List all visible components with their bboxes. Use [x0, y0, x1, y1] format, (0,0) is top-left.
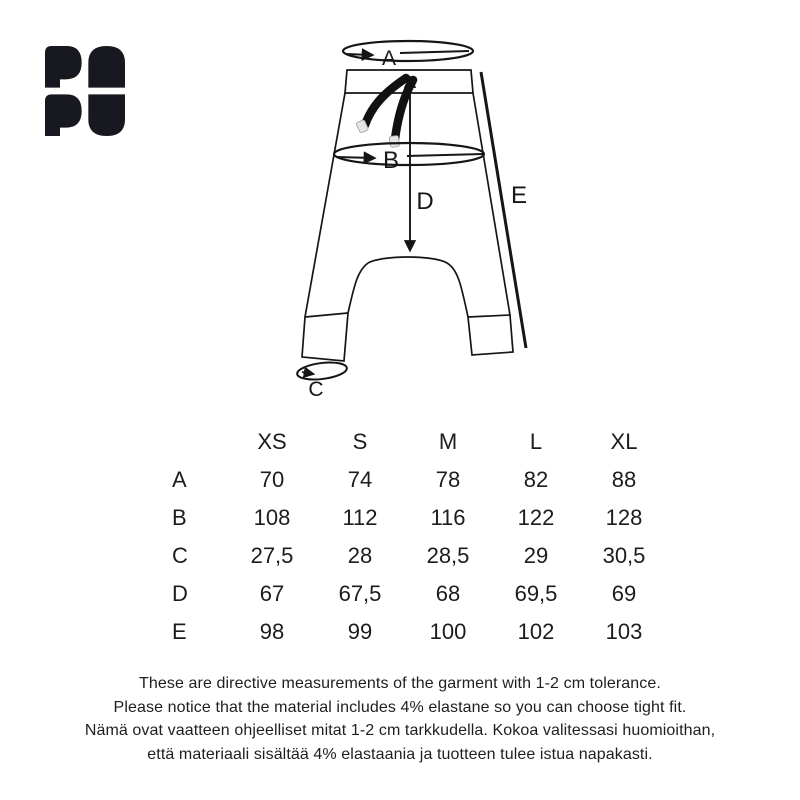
diagram-label-hip: B: [382, 147, 400, 174]
size-value: 29: [523, 543, 549, 568]
row-label: C: [172, 543, 188, 568]
column-header-l: L: [529, 429, 543, 454]
size-value: 103: [605, 619, 643, 644]
footer-line-1: These are directive measurements of the garment with 1-2 cm tolerance.: [139, 675, 661, 692]
waist-arrow: [346, 54, 372, 55]
size-value: 128: [605, 505, 643, 530]
table-corner-cell: [170, 423, 228, 461]
table-row-e: [170, 613, 668, 651]
row-label: B: [172, 505, 187, 530]
diagram-label-side: E: [510, 182, 528, 209]
hip-arrow: [336, 157, 374, 158]
footer-note: [0, 672, 800, 766]
size-value: 68: [435, 581, 461, 606]
ankle-arrow: [302, 372, 313, 374]
size-value: 27,5: [250, 543, 294, 568]
size-value: 100: [429, 619, 467, 644]
size-value: 67,5: [338, 581, 382, 606]
size-table: [170, 423, 668, 651]
diagram-label-waist: A: [381, 47, 397, 70]
table-row-b: [170, 499, 668, 537]
column-header-s: S: [352, 429, 368, 454]
pants-crotch-curve: [368, 257, 468, 317]
footer-line-3: Nämä ovat vaatteen ohjeelliset mitat 1-2 cm tarkkudella. Kokoa valitessasi huomioithan,: [84, 722, 716, 739]
table-row-c: [170, 537, 668, 575]
pants-left-outseam: [302, 93, 368, 361]
size-value: 122: [517, 505, 555, 530]
size-value: 112: [342, 505, 378, 530]
right-cuff-line: [468, 315, 510, 317]
size-value: 99: [347, 619, 373, 644]
footer-line-4: että materiaali sisältää 4% elastaania ja tuotteen tulee istua napakasti.: [147, 745, 653, 763]
size-value: 67: [259, 581, 285, 606]
row-label: A: [172, 467, 187, 492]
size-value: 30,5: [602, 543, 646, 568]
size-value: 69,5: [514, 581, 558, 606]
table-row-a: [170, 461, 668, 499]
left-cuff-line: [305, 313, 348, 317]
size-value: 70: [259, 467, 285, 492]
size-value: 82: [523, 467, 549, 492]
diagram-label-ankle: C: [308, 378, 324, 401]
drawcord-right-tip: [389, 135, 399, 147]
table-row-d: [170, 575, 668, 613]
waist-arrow-tail: [400, 51, 469, 53]
row-label: E: [172, 619, 187, 644]
column-header-m: M: [438, 429, 458, 454]
size-value: 116: [430, 505, 466, 530]
size-value: 28: [347, 543, 373, 568]
size-value: 69: [611, 581, 637, 606]
hip-arrow-tail: [407, 154, 483, 156]
column-header-xs: XS: [257, 429, 287, 454]
footer-line-2: Please notice that the material includes 4% elastane so you can choose tight fit.: [113, 698, 687, 716]
size-value: 78: [435, 467, 461, 492]
table-header-row: [170, 423, 668, 461]
diagram-label-length: D: [416, 188, 434, 215]
size-value: 98: [259, 619, 285, 644]
row-label: D: [172, 581, 188, 606]
side-length-line: [481, 72, 526, 348]
size-value: 102: [517, 619, 555, 644]
size-value: 74: [347, 467, 373, 492]
column-header-xl: XL: [610, 429, 638, 454]
size-value: 28,5: [426, 543, 470, 568]
size-value: 108: [253, 505, 291, 530]
size-value: 88: [611, 467, 637, 492]
